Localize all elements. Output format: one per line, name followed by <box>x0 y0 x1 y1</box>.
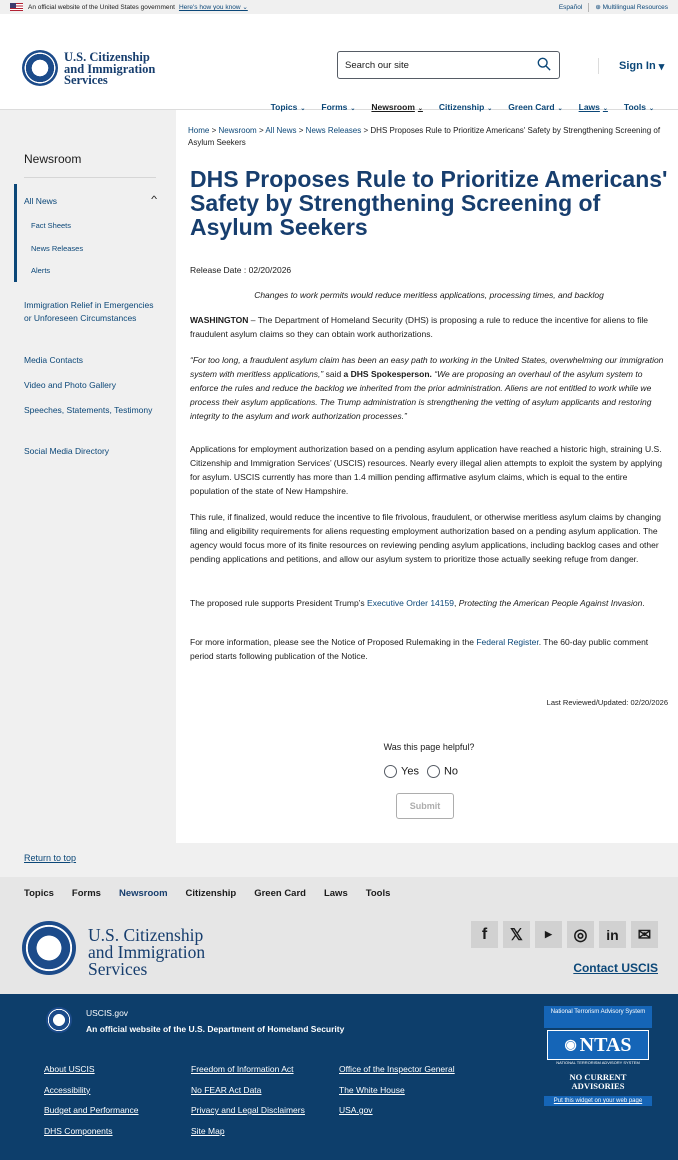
feedback-yes-radio[interactable]: Yes <box>384 765 419 778</box>
nav-newsroom[interactable]: Newsroom ⌄ <box>371 102 423 112</box>
article-paragraph-1: WASHINGTON – The Department of Homeland Security (DHS) is proposing a rule to reduce the incentive for aliens to file fraudulent asylum claims so they can obtain work authorizations. <box>190 315 648 339</box>
sidebar-title: Newsroom <box>24 152 82 166</box>
article-paragraph-2: “For too long, a fraudulent asylum claim has been an easy path to working in the United States, overwhelming our immigration system with meritless applications,” said a DHS Spokesperson. “We are proposing an overhaul of the asylum system to enforce the rules and reduce the backlog we inherited from the prior administration. Aliens are not entitled to work while we process their asylum applications. The Trump administration is strengthening the vetting of asylum applicants and restoring integrity to the asylum and work authorization processes.” <box>190 355 664 421</box>
feedback-question: Was this page helpful? <box>383 742 475 752</box>
breadcrumb-current: DHS Proposes Rule to Prioritize Americans' Safety by Strengthening Screening of Asylum Seekers <box>188 126 661 147</box>
email-icon[interactable]: ✉ <box>631 921 658 948</box>
article-paragraph-5: The proposed rule supports President Trump’s Executive Order 14159, Protecting the American People Against Invasion. <box>190 598 645 608</box>
footer-nav-forms[interactable]: Forms <box>71 887 101 899</box>
official-text: An official website of the United States government <box>28 3 175 11</box>
seal-icon: ◉ <box>564 1037 577 1053</box>
contact-uscis-link[interactable]: Contact USCIS <box>573 961 658 975</box>
footer-links-col-1 <box>44 1059 139 1141</box>
uscis-gov-label: USCIS.gov <box>86 1008 129 1018</box>
official-dhs-text: An official website of the U.S. Department of Homeland Security <box>86 1024 345 1034</box>
sidebar-item-news-releases[interactable]: News Releases <box>31 244 84 253</box>
sidebar-item-social-media[interactable]: Social Media Directory <box>24 446 110 456</box>
footer-link-budget[interactable]: Budget and Performance <box>44 1105 139 1115</box>
us-flag-icon <box>10 3 23 11</box>
divider <box>588 3 589 12</box>
nav-laws[interactable]: Laws ⌄ <box>578 102 608 112</box>
instagram-icon[interactable]: ◎ <box>567 921 594 948</box>
sidebar-item-alerts[interactable]: Alerts <box>31 266 51 275</box>
footer-link-site-map[interactable]: Site Map <box>191 1125 225 1136</box>
nav-citizenship[interactable]: Citizenship ⌄ <box>438 102 493 112</box>
breadcrumb-newsroom[interactable]: Newsroom <box>218 126 257 135</box>
site-header <box>0 14 678 110</box>
chevron-down-icon: ⌄ <box>557 106 563 112</box>
sidebar-item-immigration-relief[interactable]: Immigration Relief in Emergencies or Unforeseen Circumstances <box>24 300 154 323</box>
chevron-down-icon: ⌄ <box>350 106 356 112</box>
ntas-widget[interactable] <box>544 1006 652 1116</box>
footer-link-privacy[interactable]: Privacy and Legal Disclaimers <box>191 1105 305 1115</box>
footer-link-about[interactable]: About USCIS <box>44 1064 95 1074</box>
article-paragraph-6: For more information, please see the Notice of Proposed Rulemaking in the Federal Register. The 60-day public comment period starts following publication of the Notice. <box>190 637 649 661</box>
article-subtitle: Changes to work permits would reduce meritless applications, processing times, and backlog <box>254 290 604 300</box>
footer-nav-topics[interactable]: Topics <box>24 887 54 899</box>
ntas-title: National Terrorism Advisory System <box>544 1006 652 1028</box>
footer-link-inspector-general[interactable]: Office of the Inspector General <box>339 1064 455 1074</box>
executive-order-link[interactable]: Executive Order 14159 <box>367 598 454 608</box>
footer-link-usa-gov[interactable]: USA.gov <box>339 1105 373 1115</box>
breadcrumb: Home > Newsroom > All News > News Releases > DHS Proposes Rule to Prioritize Americans' Safety by Strengthening Screening of Asylum Seekers <box>188 126 661 147</box>
ntas-widget-link[interactable]: Put this widget on your web page <box>544 1096 652 1106</box>
last-reviewed: Last Reviewed/Updated: 02/20/2026 <box>546 698 668 707</box>
sidebar <box>0 110 176 843</box>
uscis-logo-text[interactable]: U.S. Citizenship and Immigration Services <box>64 50 156 87</box>
return-to-top-bar <box>0 843 678 877</box>
feedback-submit-button[interactable]: Submit <box>396 793 454 819</box>
dhs-link[interactable]: U.S. Department of Homeland Security <box>188 1024 345 1034</box>
dhs-footer <box>0 994 678 1160</box>
dhs-seal-icon <box>46 1007 72 1033</box>
breadcrumb-home[interactable]: Home <box>188 126 210 135</box>
main-nav <box>271 102 654 112</box>
globe-icon: ⊕ <box>595 4 601 11</box>
sidebar-item-all-news[interactable]: All News <box>24 196 58 206</box>
breadcrumb-wrap <box>188 125 668 149</box>
espanol-link[interactable]: Español <box>558 3 583 11</box>
release-date: Release Date : 02/20/2026 <box>190 265 292 275</box>
article-paragraph-3: Applications for employment authorization based on a pending asylum application have reached a historic high, straining U.S. Citizenship and Immigration Services’ (USCIS) resources. Nearly every illegal alien attempts to exploit the system by applying for asylum. USCIS currently has more than 1.4 million pending affirmative asylum claims, which is equal to the entire population of the state of New Hampshire. <box>190 444 663 496</box>
return-to-top-link[interactable]: Return to top <box>24 853 77 863</box>
linkedin-icon[interactable]: in <box>599 921 626 948</box>
chevron-up-icon[interactable]: ^ <box>150 194 157 204</box>
article-paragraph-4: This rule, if finalized, would reduce the incentive to file frivolous, fraudulent, or otherwise meritless asylum claims by changing filing and eligibility requirements for aliens requesting employment authorization based on a pending asylum application. The agency would focus more of its finite resources on reviewing pending asylum applications, including backlog cases and other pending applications and petitions, and allow our asylum system to prioritize those actually seeking refuge from danger. <box>190 512 662 564</box>
footer-links-col-3 <box>339 1059 455 1121</box>
search-input[interactable]: Search our site <box>337 51 560 79</box>
footer-nav <box>0 877 678 909</box>
footer-nav-newsroom[interactable]: Newsroom <box>118 887 168 899</box>
chevron-down-icon: ⌄ <box>602 106 608 112</box>
ntas-subtitle: NATIONAL TERRORISM ADVISORY SYSTEM <box>556 1060 640 1065</box>
nav-green-card[interactable]: Green Card ⌄ <box>508 102 563 112</box>
footer-links-col-2 <box>191 1059 305 1141</box>
x-twitter-icon[interactable]: 𝕏 <box>503 921 530 948</box>
sidebar-item-fact-sheets[interactable]: Fact Sheets <box>31 221 72 230</box>
nav-topics[interactable]: Topics ⌄ <box>270 102 306 112</box>
nav-forms[interactable]: Forms ⌄ <box>321 102 356 112</box>
gov-banner <box>0 0 678 14</box>
sidebar-item-speeches[interactable]: Speeches, Statements, Testimony <box>24 405 153 415</box>
sidebar-item-media-contacts[interactable]: Media Contacts <box>24 355 84 365</box>
footer-link-dhs-components[interactable]: DHS Components <box>44 1125 113 1136</box>
dhs-seal-icon[interactable] <box>22 921 76 975</box>
search-icon[interactable] <box>537 57 551 71</box>
heres-how-link[interactable]: Here's how you know ⌄ <box>178 4 248 11</box>
footer-nav-green-card[interactable]: Green Card <box>254 887 306 899</box>
sign-in-button[interactable]: Sign In ▾ <box>598 58 664 74</box>
ntas-advisory-status: NO CURRENT ADVISORIES <box>569 1072 627 1091</box>
feedback-options <box>384 765 458 778</box>
divider <box>24 177 156 178</box>
chevron-down-icon: ⌄ <box>417 106 423 112</box>
footer-nav-citizenship[interactable]: Citizenship <box>185 887 237 899</box>
dhs-seal-icon[interactable] <box>22 50 58 86</box>
federal-register-link[interactable]: Federal Register <box>476 637 539 647</box>
ntas-logo-icon: ◉ NTAS <box>547 1030 649 1060</box>
footer-nav-laws[interactable]: Laws <box>323 887 348 899</box>
social-links <box>471 921 658 948</box>
footer-nav-tools[interactable]: Tools <box>365 887 391 899</box>
chevron-down-icon: ⌄ <box>487 106 493 112</box>
footer-link-accessibility[interactable]: Accessibility <box>44 1084 91 1095</box>
feedback-no-radio[interactable]: No <box>427 765 458 778</box>
footer-brand-bar <box>0 909 678 994</box>
footer-uscis-logo-text[interactable]: U.S. Citizenship and Immigration Services <box>88 925 206 979</box>
chevron-down-icon: ⌄ <box>648 106 654 112</box>
nav-tools[interactable]: Tools ⌄ <box>623 102 654 112</box>
footer-link-no-fear[interactable]: No FEAR Act Data <box>191 1084 262 1095</box>
breadcrumb-news-releases[interactable]: News Releases <box>305 126 362 135</box>
chevron-down-icon: ⌄ <box>300 106 306 112</box>
youtube-icon[interactable]: ▶ <box>535 921 562 948</box>
page-title: DHS Proposes Rule to Prioritize Americans' Safety by Strengthening Screening of Asylum Seekers <box>190 166 668 240</box>
facebook-icon[interactable]: f <box>471 921 498 948</box>
sidebar-item-video-photo[interactable]: Video and Photo Gallery <box>24 380 116 390</box>
multilingual-link[interactable]: ⊕ Multilingual Resources <box>595 4 668 11</box>
breadcrumb-all-news[interactable]: All News <box>265 126 297 135</box>
sidebar-all-news-group <box>14 184 164 282</box>
footer-link-foia[interactable]: Freedom of Information Act <box>191 1064 294 1074</box>
footer-link-white-house[interactable]: The White House <box>339 1084 405 1095</box>
